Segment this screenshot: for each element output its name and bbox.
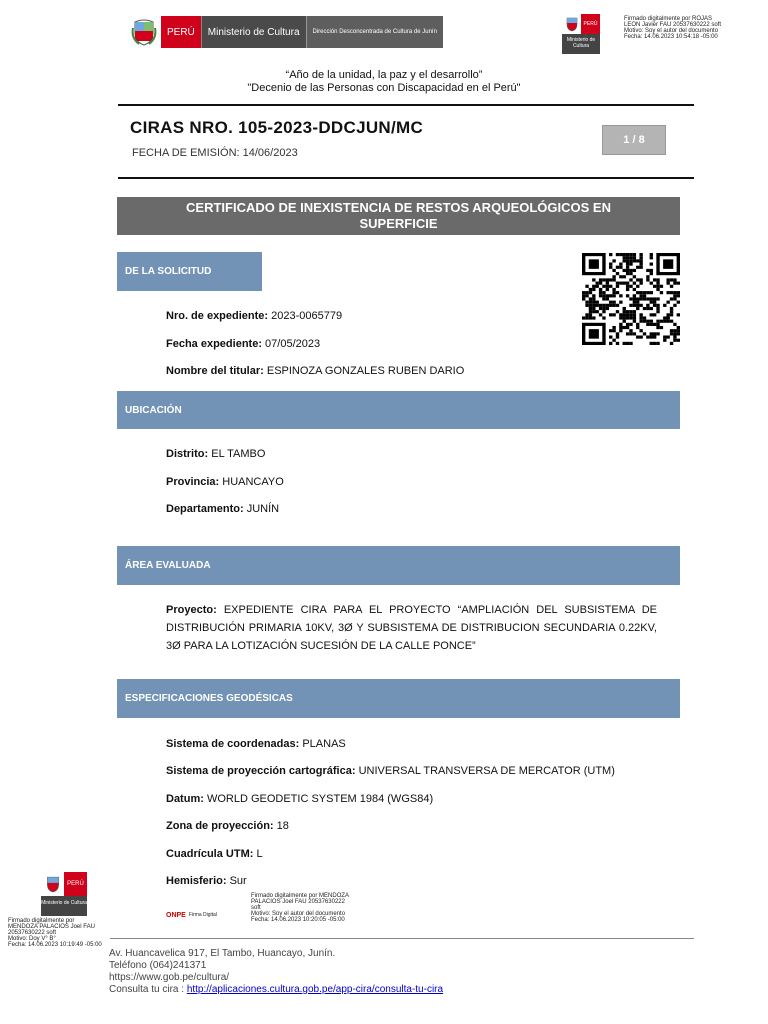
signature-top bbox=[624, 16, 721, 40]
ministry-square-logo bbox=[562, 14, 600, 56]
field-value: 07/05/2023 bbox=[265, 338, 321, 350]
field-value: 2023-0065779 bbox=[271, 310, 343, 322]
field-zona bbox=[166, 819, 289, 833]
field-label: Sistema de coordenadas: bbox=[166, 738, 300, 750]
field-value: ESPINOZA GONZALES RUBEN DARIO bbox=[266, 365, 465, 377]
field-label: Proyecto: bbox=[166, 604, 217, 616]
onpe-label: ONPE bbox=[166, 911, 186, 919]
signature-line: Fecha: 14.06.2023 10:20:05 -05:00 bbox=[251, 917, 345, 923]
field-value: Sur bbox=[229, 875, 247, 887]
section-heading-geodesicas: ESPECIFICACIONES GEODÉSICAS bbox=[117, 679, 680, 718]
field-titular bbox=[166, 364, 464, 378]
footer-divider bbox=[110, 938, 694, 939]
signature-line: Motivo: Soy el autor del documento bbox=[251, 911, 346, 917]
field-distrito bbox=[166, 447, 265, 461]
ministry-logo-label: Ministerio de Cultura bbox=[41, 896, 87, 916]
qr-code-icon[interactable] bbox=[582, 253, 680, 345]
coat-of-arms-icon bbox=[562, 14, 581, 34]
section-heading-area: ÁREA EVALUADA bbox=[117, 546, 680, 585]
firma-digital-label: Firma Digital bbox=[188, 912, 217, 918]
signature-line: Motivo: Doy V° B° bbox=[8, 936, 56, 942]
field-expediente bbox=[166, 309, 342, 323]
signature-line: 20537630222 soft bbox=[8, 930, 57, 936]
field-cuadricula bbox=[166, 847, 263, 861]
motto-line: “Año de la unidad, la paz y el desarrollo” bbox=[285, 69, 483, 81]
field-proyeccion bbox=[166, 764, 615, 778]
certificate-title-line: CERTIFICADO DE INEXISTENCIA DE RESTOS ARQUEOLÓGICOS EN bbox=[186, 200, 611, 215]
footer-website[interactable]: https://www.gob.pe/cultura/ bbox=[109, 972, 230, 983]
field-value: UNIVERSAL TRANSVERSA DE MERCATOR (UTM) bbox=[358, 765, 615, 777]
peru-logo-label: PERÚ bbox=[581, 14, 600, 34]
section-heading-solicitud: DE LA SOLICITUD bbox=[117, 252, 262, 291]
peru-logo-label: PERÚ bbox=[64, 872, 87, 896]
field-hemisferio bbox=[166, 874, 247, 888]
signature-line: MENDOZA PALACIOS Joel FAU bbox=[8, 924, 95, 930]
field-label: Departamento: bbox=[166, 503, 244, 515]
signature-left bbox=[8, 918, 102, 948]
field-datum bbox=[166, 792, 433, 806]
field-value: EXPEDIENTE CIRA PARA EL PROYECTO “AMPLIACIÓN DEL SUBSISTEMA DE DISTRIBUCIÓN PRIMARIA 10KV, 3Ø Y SUBSISTEMA DE DISTRIBUCION SECUNDARIA 0.22KV, 3Ø PARA LA LOTIZACIÓN SUCESIÓN DE LA CALLE PONCE” bbox=[166, 604, 657, 652]
field-value: JUNÍN bbox=[246, 503, 280, 515]
page-indicator: 1 / 8 bbox=[602, 125, 666, 155]
mottos bbox=[0, 69, 768, 95]
signature-line: Firmado digitalmente por MENDOZA bbox=[251, 893, 350, 899]
field-value: EL TAMBO bbox=[211, 448, 266, 460]
coat-of-arms-icon bbox=[41, 872, 64, 896]
field-value: 18 bbox=[276, 820, 289, 832]
field-departamento bbox=[166, 502, 279, 516]
signature-line: Firmado digitalmente por ROJAS bbox=[624, 16, 713, 22]
consulta-link[interactable]: http://aplicaciones.cultura.gob.pe/app-cira/consulta-tu-cira bbox=[186, 984, 444, 995]
footer-address: Av. Huancavelica 917, El Tambo, Huancayo, Junín. bbox=[109, 948, 336, 959]
section-heading-ubicacion: UBICACIÓN bbox=[117, 391, 680, 429]
field-proyecto bbox=[166, 601, 657, 655]
ministry-square-logo bbox=[41, 872, 87, 916]
signature-line: soft bbox=[251, 905, 261, 911]
footer bbox=[109, 948, 443, 996]
field-provincia bbox=[166, 475, 284, 489]
signature-line: Motivo: Soy el autor del documento bbox=[624, 28, 719, 34]
signature-line: Fecha: 14.06.2023 10:19:49 -05:00 bbox=[8, 942, 102, 948]
certificate-title-line: SUPERFICIE bbox=[359, 216, 438, 231]
field-coordenadas bbox=[166, 737, 346, 751]
field-label: Nombre del titular: bbox=[166, 365, 264, 377]
signature-line: Fecha: 14.06.2023 10:54:18 -05:00 bbox=[624, 34, 718, 40]
ciras-title: CIRAS NRO. 105-2023-DDCJUN/MC bbox=[130, 118, 424, 137]
field-value: PLANAS bbox=[302, 738, 346, 750]
onpe-logo bbox=[166, 902, 228, 928]
peru-logo-label: PERÚ bbox=[161, 16, 201, 48]
field-value: WORLD GEODETIC SYSTEM 1984 (WGS84) bbox=[206, 793, 434, 805]
field-label: Fecha expediente: bbox=[166, 338, 262, 350]
title-divider bbox=[118, 177, 694, 179]
field-label: Cuadrícula UTM: bbox=[166, 848, 254, 860]
field-label: Datum: bbox=[166, 793, 204, 805]
top-divider bbox=[118, 104, 694, 106]
ministry-logo-label: Ministerio de Cultura bbox=[201, 16, 306, 48]
field-fecha-expediente bbox=[166, 337, 320, 351]
field-value: HUANCAYO bbox=[222, 476, 284, 488]
field-label: Provincia: bbox=[166, 476, 220, 488]
field-label: Nro. de expediente: bbox=[166, 310, 269, 322]
field-label: Distrito: bbox=[166, 448, 209, 460]
ministry-logo-label: Ministerio de Cultura bbox=[562, 34, 600, 54]
certificate-title bbox=[117, 197, 680, 235]
motto-line: "Decenio de las Personas con Discapacidad en el Perú" bbox=[247, 82, 521, 94]
ministry-logo-bar bbox=[127, 16, 443, 48]
signature-line: Firmado digitalmente por bbox=[8, 918, 75, 924]
emission-date: FECHA DE EMISIÓN: 14/06/2023 bbox=[132, 147, 298, 159]
signature-line: LEON Javier FAU 20537630222 soft bbox=[624, 22, 722, 28]
direction-logo-label: Dirección Desconcentrada de Cultura de Junín bbox=[306, 16, 443, 48]
footer-consulta bbox=[109, 984, 443, 996]
signature-center bbox=[251, 893, 349, 923]
signature-line: PALACIOS Joel FAU 20537630222 bbox=[251, 899, 345, 905]
coat-of-arms-icon bbox=[127, 16, 161, 48]
field-value: L bbox=[256, 848, 263, 860]
footer-phone: Teléfono (064)241371 bbox=[109, 960, 207, 971]
field-label: Sistema de proyección cartográfica: bbox=[166, 765, 356, 777]
field-label: Hemisferio: bbox=[166, 875, 227, 887]
consulta-label: Consulta tu cira : bbox=[109, 984, 187, 995]
field-label: Zona de proyección: bbox=[166, 820, 274, 832]
